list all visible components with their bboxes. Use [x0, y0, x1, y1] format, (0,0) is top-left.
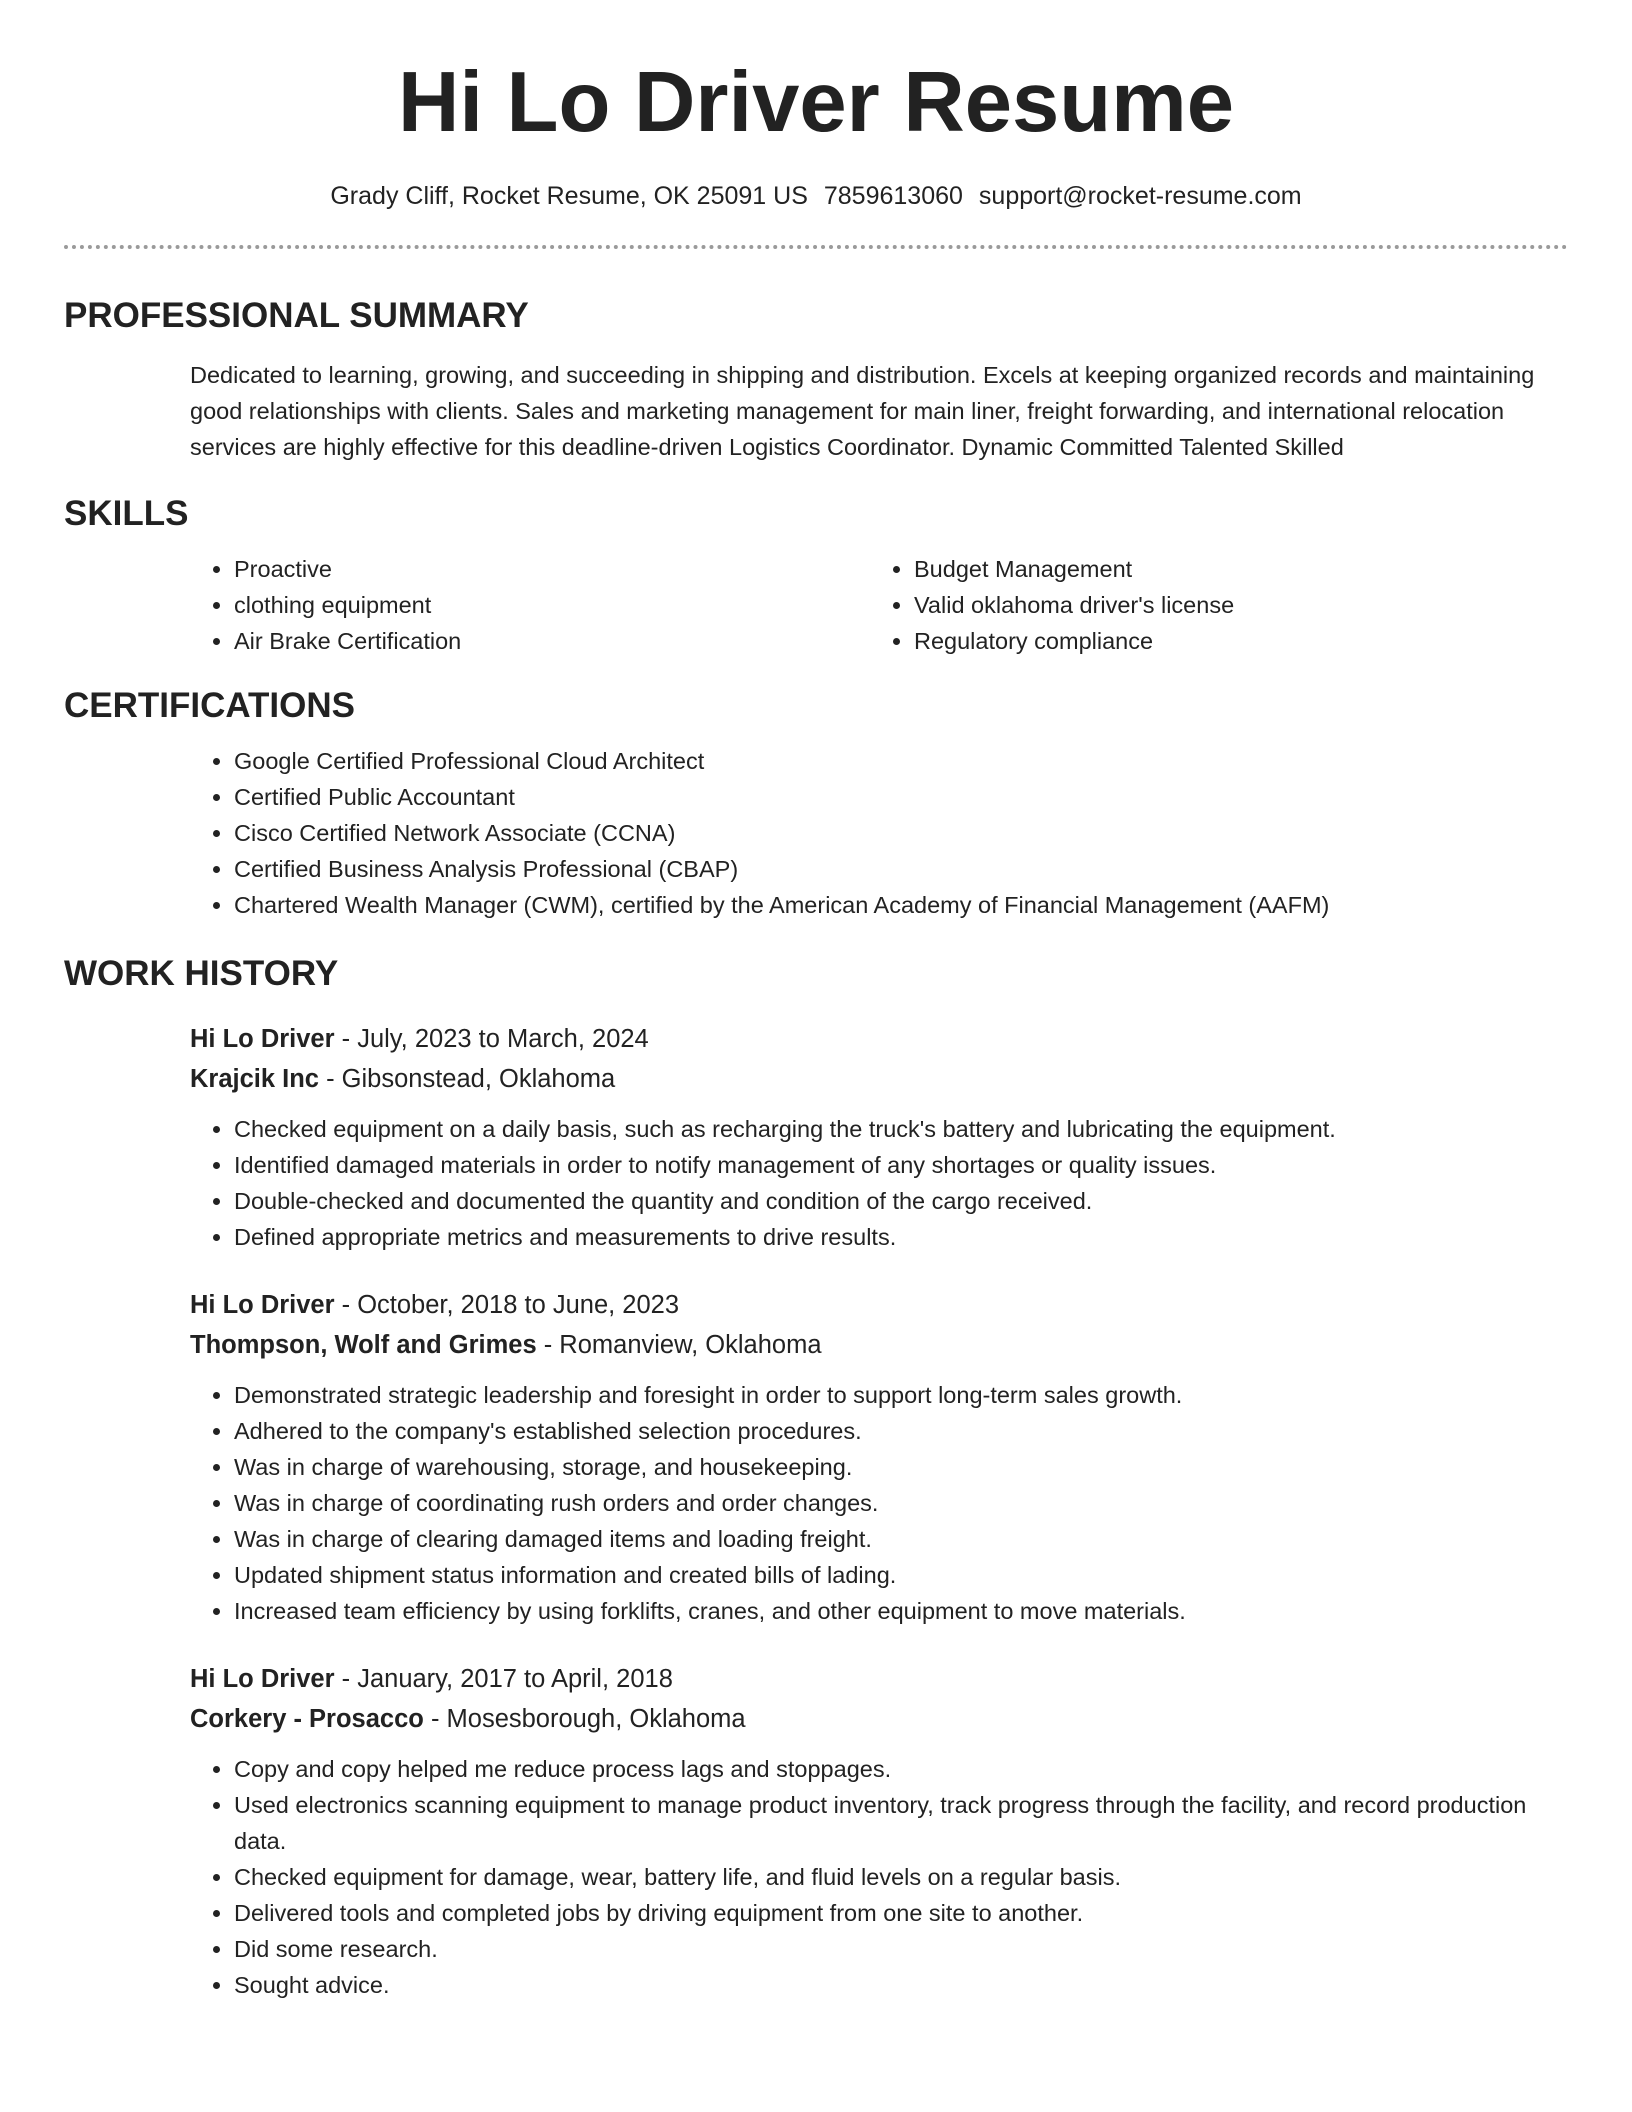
- job-title-line: [190, 1659, 1568, 1699]
- job-duty: • Checked equipment for damage, wear, battery life, and fluid levels on a regular basis.: [234, 1859, 1568, 1895]
- summary-heading: PROFESSIONAL SUMMARY: [64, 296, 529, 336]
- skill-item: • Budget Management: [914, 551, 1550, 587]
- contact-address: Grady Cliff, Rocket Resume, OK 25091 US: [330, 182, 808, 211]
- certifications-heading: CERTIFICATIONS: [64, 686, 356, 726]
- skills-list: [190, 551, 1568, 659]
- job-duty: • Adhered to the company's established selection procedures.: [234, 1413, 1568, 1449]
- job-duty: • Copy and copy helped me reduce process lags and stoppages.: [234, 1751, 1568, 1787]
- certification-item: • Certified Business Analysis Professional (CBAP): [234, 851, 1568, 887]
- job-dates: - October, 2018 to June, 2023: [334, 1291, 680, 1320]
- job-duty: • Sought advice.: [234, 1967, 1568, 2003]
- header-divider: [64, 245, 1568, 249]
- skills-column-right: [870, 551, 1550, 659]
- skill-item: • clothing equipment: [234, 587, 870, 623]
- job-duty: • Was in charge of clearing damaged items and loading freight.: [234, 1521, 1568, 1557]
- job-duty: • Did some research.: [234, 1931, 1568, 1967]
- skill-item: • Proactive: [234, 551, 870, 587]
- job-duty: • Increased team efficiency by using forklifts, cranes, and other equipment to move materials.: [234, 1593, 1568, 1629]
- job-duty: • Defined appropriate metrics and measurements to drive results.: [234, 1219, 1568, 1255]
- skill-item: • Valid oklahoma driver's license: [914, 587, 1550, 623]
- job-dates: - January, 2017 to April, 2018: [334, 1665, 673, 1694]
- job-duty: • Updated shipment status information and created bills of lading.: [234, 1557, 1568, 1593]
- job-entry: [190, 1285, 1568, 1629]
- job-duty: • Was in charge of coordinating rush orders and order changes.: [234, 1485, 1568, 1521]
- contact-line: [64, 181, 1568, 211]
- contact-email: support@rocket-resume.com: [978, 182, 1302, 211]
- job-duty: • Checked equipment on a daily basis, such as recharging the truck's battery and lubricating the equipment.: [234, 1111, 1568, 1147]
- certification-item: • Cisco Certified Network Associate (CCNA): [234, 815, 1568, 851]
- job-duties-list: [190, 1377, 1568, 1629]
- job-duty: • Used electronics scanning equipment to manage product inventory, track progress through the facility, and record production data.: [234, 1787, 1568, 1859]
- skills-heading: SKILLS: [64, 494, 189, 534]
- skill-item: • Regulatory compliance: [914, 623, 1550, 659]
- job-title: Hi Lo Driver: [190, 1291, 335, 1320]
- certification-item: • Certified Public Accountant: [234, 779, 1568, 815]
- job-company: Corkery - Prosacco: [190, 1705, 424, 1734]
- job-company: Krajcik Inc: [190, 1065, 319, 1094]
- certification-item: • Google Certified Professional Cloud Architect: [234, 743, 1568, 779]
- job-duty: • Identified damaged materials in order to notify management of any shortages or quality issues.: [234, 1147, 1568, 1183]
- job-duties-list: [190, 1751, 1568, 2003]
- certification-item: • Chartered Wealth Manager (CWM), certified by the American Academy of Financial Management (AAFM): [234, 887, 1568, 923]
- job-entry: [190, 1019, 1568, 1255]
- work-history-heading: WORK HISTORY: [64, 954, 339, 994]
- job-dates: - July, 2023 to March, 2024: [334, 1025, 649, 1054]
- skill-item: • Air Brake Certification: [234, 623, 870, 659]
- job-location: - Romanview, Oklahoma: [536, 1331, 822, 1360]
- job-title-line: [190, 1285, 1568, 1325]
- job-duties-list: [190, 1111, 1568, 1255]
- job-duty: • Delivered tools and completed jobs by driving equipment from one site to another.: [234, 1895, 1568, 1931]
- resume-title: Hi Lo Driver Resume: [397, 55, 1235, 150]
- job-duty: • Demonstrated strategic leadership and foresight in order to support long-term sales growth.: [234, 1377, 1568, 1413]
- summary-text: Dedicated to learning, growing, and succeeding in shipping and distribution. Excels at keeping organized records and maintaining good relationships with clients. Sales and marketing management for main liner, freight forwarding, and international relocation services are highly effective for this deadline-driven Logistics Coordinator. Dynamic Committed Talented Skilled: [190, 362, 1535, 461]
- job-title: Hi Lo Driver: [190, 1025, 335, 1054]
- job-entry: [190, 1659, 1568, 2003]
- contact-phone: 7859613060: [823, 182, 963, 211]
- job-company-line: [190, 1325, 1568, 1365]
- job-location: - Mosesborough, Oklahoma: [423, 1705, 746, 1734]
- job-company: Thompson, Wolf and Grimes: [190, 1331, 537, 1360]
- job-company-line: [190, 1699, 1568, 1739]
- skills-column-left: [190, 551, 870, 659]
- job-company-line: [190, 1059, 1568, 1099]
- job-title-line: [190, 1019, 1568, 1059]
- job-duty: • Was in charge of warehousing, storage, and housekeeping.: [234, 1449, 1568, 1485]
- job-location: - Gibsonstead, Oklahoma: [318, 1065, 616, 1094]
- job-duty: • Double-checked and documented the quantity and condition of the cargo received.: [234, 1183, 1568, 1219]
- certifications-list: [190, 743, 1568, 923]
- job-title: Hi Lo Driver: [190, 1665, 335, 1694]
